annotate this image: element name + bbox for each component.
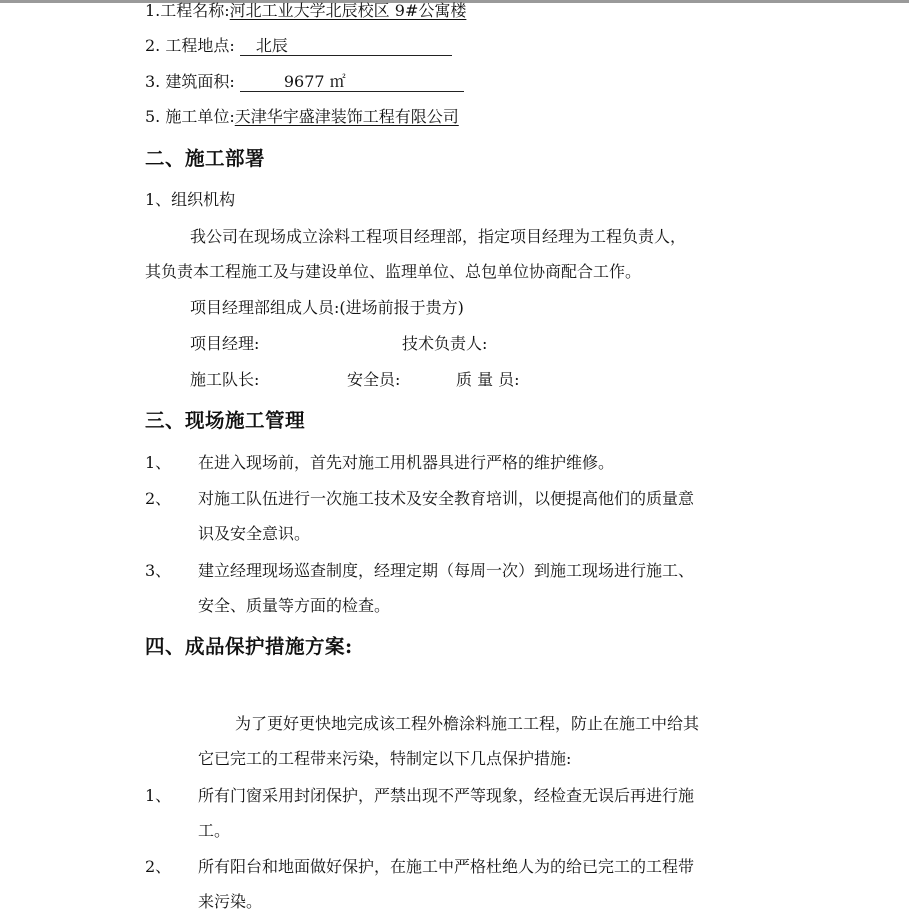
mgmt-item-text-continued: 安全、质量等方面的检查。: [198, 596, 391, 615]
project-name-value: 河北工业大学北辰校区 9#公寓楼: [229, 1, 467, 20]
contractor-row: [145, 106, 459, 128]
protection-item-text: 所有门窗采用封闭保护，严禁出现不严等现象，经检查无误后再进行施: [198, 786, 695, 805]
building-area-row: [145, 71, 464, 93]
org-structure-subheading: 1、组织机构: [145, 190, 236, 209]
tech-lead-label: 技术负责人:: [402, 334, 488, 353]
section-3-heading: 三、现场施工管理: [145, 409, 306, 432]
mgmt-item-text: 建立经理现场巡查制度，经理定期（每周一次）到施工现场进行施工、: [198, 561, 695, 580]
protection-item-number: 1、: [145, 786, 172, 805]
mgmt-item-text: 对施工队伍进行一次施工技术及安全教育培训，以便提高他们的质量意: [198, 489, 695, 508]
org-paragraph-line-2: 其负责本工程施工及与建设单位、监理单位、总包单位协商配合工作。: [145, 262, 642, 281]
quality-inspector-label: 质 量 员:: [456, 370, 520, 389]
mgmt-item-number: 2、: [145, 489, 172, 508]
team-captain-label: 施工队长:: [190, 370, 260, 389]
protection-item-text-continued: 来污染。: [198, 892, 263, 911]
protection-item-number: 2、: [145, 857, 172, 876]
project-location-row: [145, 35, 452, 57]
contractor-label: 5. 施工单位:: [145, 107, 235, 126]
org-paragraph-line-1: 我公司在现场成立涂料工程项目经理部，指定项目经理为工程负责人，: [190, 227, 687, 246]
protection-item-text: 所有阳台和地面做好保护，在施工中严格杜绝人为的给已完工的工程带: [198, 857, 695, 876]
mgmt-item-text-continued: 识及安全意识。: [198, 524, 311, 543]
members-intro: 项目经理部组成人员:(进场前报于贵方): [190, 298, 464, 317]
mgmt-item-number: 3、: [145, 561, 172, 580]
contractor-value: 天津华宇盛津装饰工程有限公司: [234, 107, 459, 126]
mgmt-item-number: 1、: [145, 453, 172, 472]
project-name-row: [145, 0, 466, 22]
building-area-label: 3. 建筑面积:: [145, 72, 235, 91]
safety-officer-label: 安全员:: [347, 370, 401, 389]
section-4-heading: 四、成品保护措施方案:: [145, 635, 353, 658]
building-area-value: 9677 ㎡: [240, 73, 464, 92]
project-location-label: 2. 工程地点:: [145, 36, 235, 55]
protection-intro-line-1: 为了更好更快地完成该工程外檐涂料施工工程，防止在施工中给其: [235, 714, 700, 733]
project-name-label: 1.工程名称:: [145, 1, 230, 20]
mgmt-item-text: 在进入现场前，首先对施工用机器具进行严格的维护维修。: [198, 453, 615, 472]
section-2-heading: 二、施工部署: [145, 147, 266, 170]
project-manager-label: 项目经理:: [190, 334, 260, 353]
protection-intro-line-2: 它已完工的工程带来污染，特制定以下几点保护措施:: [198, 749, 572, 768]
protection-item-text-continued: 工。: [198, 821, 231, 840]
project-location-value: 北辰: [240, 37, 452, 56]
